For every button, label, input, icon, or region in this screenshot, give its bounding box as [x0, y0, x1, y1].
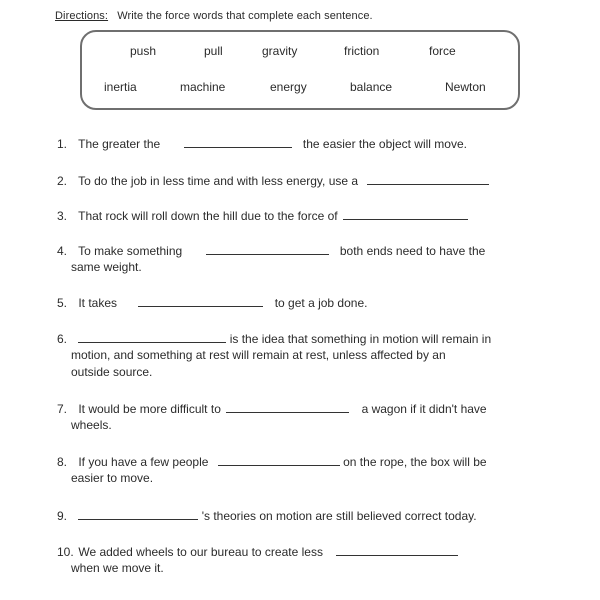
question-8 [57, 453, 487, 471]
directions-label: Directions: [55, 10, 109, 22]
word-bank [80, 30, 520, 110]
answer-blank[interactable] [336, 543, 458, 556]
word-bank-item: energy [270, 80, 307, 94]
word-bank-item: pull [204, 44, 223, 58]
question-5 [57, 294, 367, 312]
word-bank-item: inertia [104, 80, 137, 94]
question-number: 9. [57, 509, 68, 523]
question-number: 6. [57, 332, 68, 346]
question-number: 2. [57, 174, 68, 188]
directions [55, 10, 373, 22]
question-10-continued: when we move it. [71, 561, 164, 575]
question-4 [57, 242, 485, 260]
answer-blank[interactable] [138, 294, 263, 307]
answer-blank[interactable] [343, 207, 468, 220]
question-1 [57, 135, 467, 153]
question-6-continued: motion, and something at rest will remain at rest, unless affected by an [71, 348, 446, 362]
question-number: 4. [57, 244, 68, 258]
question-7-continued: wheels. [71, 418, 112, 432]
word-bank-item: machine [180, 80, 226, 94]
question-text: a wagon if it didn't have [361, 402, 487, 416]
question-9 [57, 507, 477, 525]
question-text: If you have a few people [78, 455, 209, 469]
word-bank-item: friction [344, 44, 380, 58]
question-8-continued: easier to move. [71, 471, 154, 485]
question-number: 1. [57, 137, 68, 151]
question-text: The greater the [78, 137, 161, 151]
answer-blank[interactable] [184, 135, 292, 148]
directions-text: Write the force words that complete each sentence. [117, 10, 373, 22]
question-number: 7. [57, 402, 68, 416]
question-text: the easier the object will move. [302, 137, 467, 151]
question-3 [57, 207, 468, 225]
question-text: to get a job done. [274, 296, 368, 310]
question-text: We added wheels to our bureau to create less [78, 545, 323, 559]
answer-blank[interactable] [226, 400, 349, 413]
answer-blank[interactable] [78, 507, 198, 520]
answer-blank[interactable] [78, 330, 226, 343]
word-bank-item: balance [350, 80, 393, 94]
question-text: It takes [78, 296, 118, 310]
question-text: is the idea that something in motion will remain in [229, 332, 492, 346]
question-text: It would be more difficult to [78, 402, 221, 416]
question-7 [57, 400, 487, 418]
question-6-continued: outside source. [71, 365, 153, 379]
question-number: 5. [57, 296, 68, 310]
word-bank-item: gravity [262, 44, 298, 58]
question-2 [57, 172, 489, 190]
question-number: 3. [57, 209, 68, 223]
question-text: To make something [78, 244, 183, 258]
question-text: 's theories on motion are still believed correct today. [201, 509, 477, 523]
question-text: both ends need to have the [339, 244, 486, 258]
answer-blank[interactable] [206, 242, 329, 255]
question-text: That rock will roll down the hill due to the force of [78, 209, 338, 223]
answer-blank[interactable] [218, 453, 340, 466]
question-4-continued: same weight. [71, 260, 142, 274]
question-6 [57, 330, 491, 348]
question-text: on the rope, the box will be [343, 455, 487, 469]
word-bank-item: push [130, 44, 157, 58]
word-bank-item: Newton [445, 80, 486, 94]
answer-blank[interactable] [367, 172, 489, 185]
question-text: To do the job in less time and with less energy, use a [78, 174, 359, 188]
word-bank-item: force [429, 44, 456, 58]
question-number: 8. [57, 455, 68, 469]
question-10 [57, 543, 458, 561]
question-number: 10. [57, 545, 74, 559]
